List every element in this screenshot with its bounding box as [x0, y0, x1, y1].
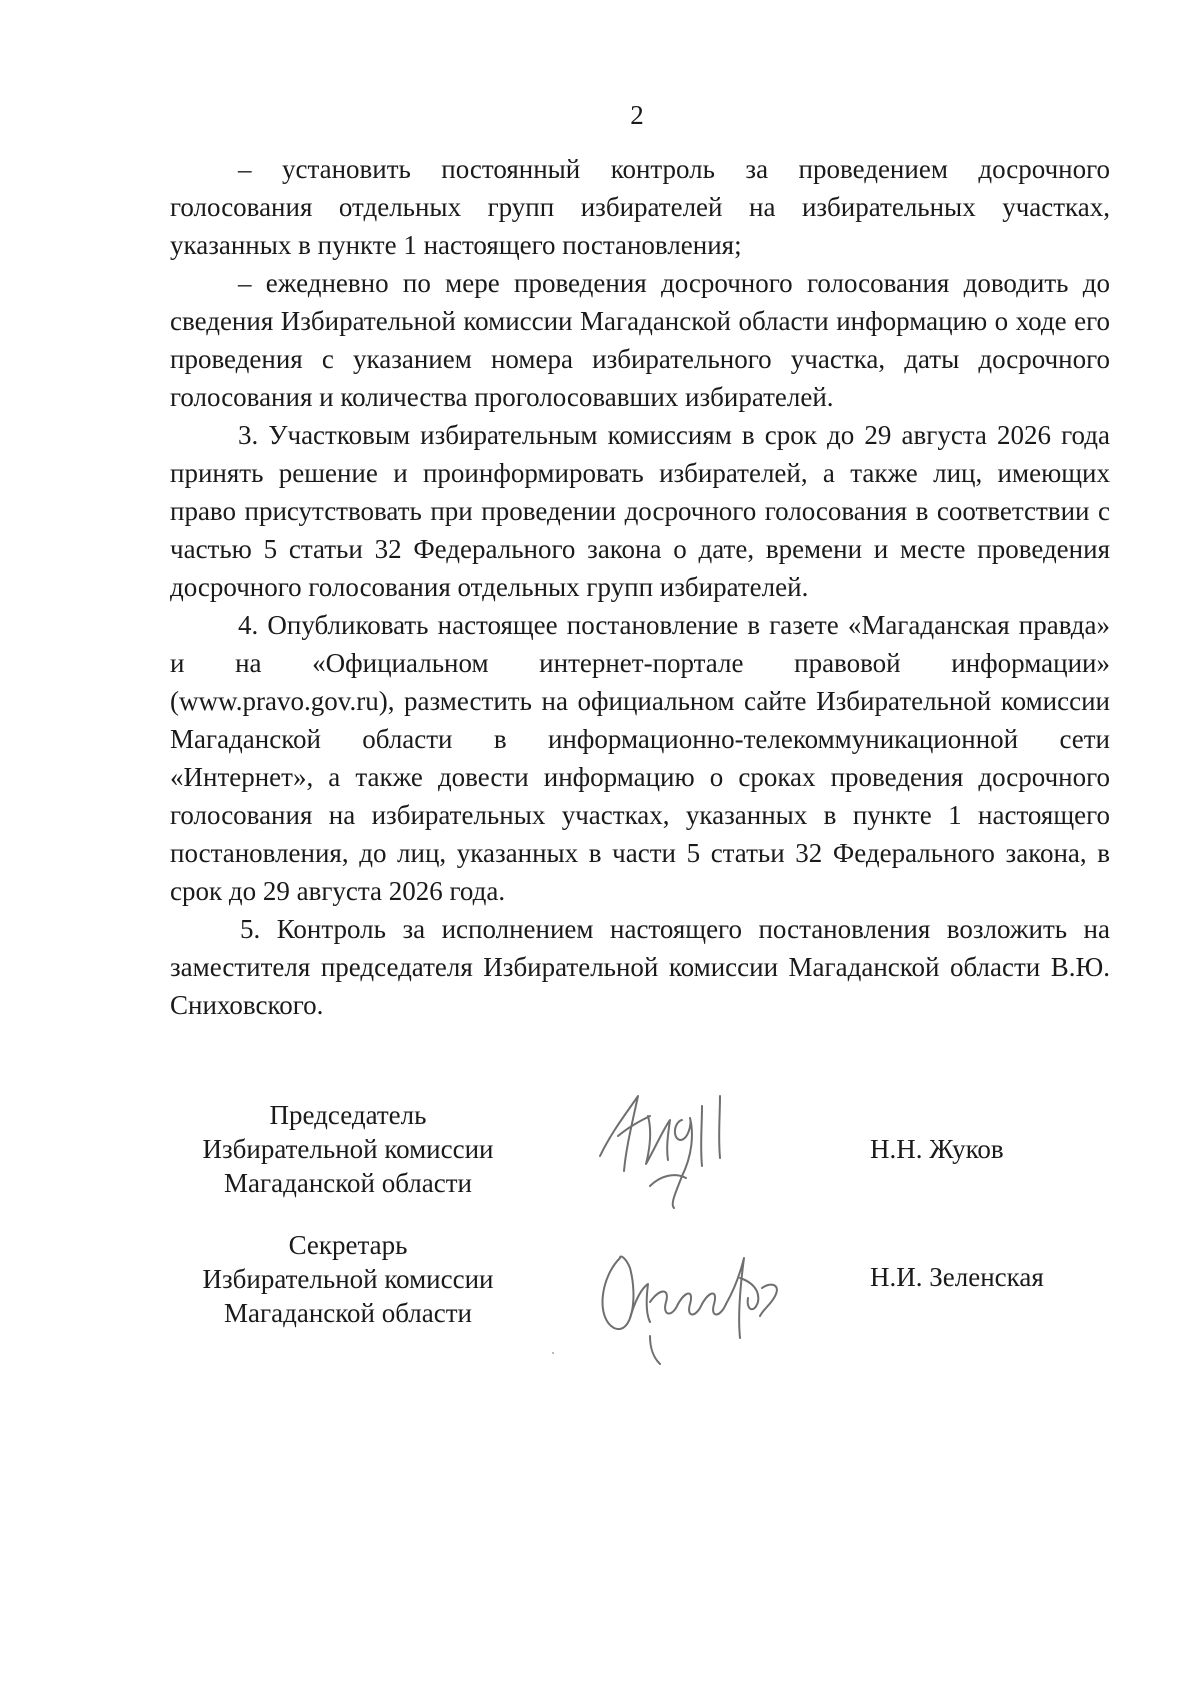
document-body — [170, 150, 1110, 1024]
secretary-title-line: Магаданской области — [224, 1298, 472, 1328]
chairman-name: Н.Н. Жуков — [870, 1134, 1004, 1164]
page-number: 2 — [630, 100, 644, 130]
chairman-title-line: Магаданской области — [224, 1168, 472, 1198]
secretary-title-line: Избирательной комиссии — [202, 1264, 494, 1294]
secretary-name: Н.И. Зеленская — [870, 1262, 1044, 1292]
chairman-title — [178, 1098, 518, 1200]
chairman-signature-icon — [590, 1076, 780, 1226]
secretary-signature-icon — [590, 1218, 810, 1368]
paragraph-item-5: 5. Контроль за исполнением настоящего постановления возложить на заместителя председателя Избирательной комиссии Магаданской области В.Ю. Сниховского. — [170, 914, 1110, 1020]
paragraph-item-3: 3. Участковым избирательным комиссиям в срок до 29 августа 2026 года принять решение и проинформировать избирателей, а также лиц, имеющих право присутствовать при проведении досрочного голосования в соответствии с частью 5 статьи 32 Федерального закона о дате, времени и месте проведения досрочного голосования отдельных групп избирателей. — [170, 420, 1110, 602]
paragraph-item-4: 4. Опубликовать настоящее постановление в газете «Магаданская правда» и на «Официальном интернет-портале правовой информации» (www.pravo.gov.ru), разместить на официальном сайте Избирательной комиссии Магаданской области в информационно-телекоммуникационной сети «Интернет», а также довести информацию о сроках проведения досрочного голосования на избирательных участках, указанных в пункте 1 настоящего постановления, до лиц, указанных в части 5 статьи 32 Федерального закона, в срок до 29 августа 2026 года. — [170, 610, 1110, 906]
paragraph-daily-report: – ежедневно по мере проведения досрочного голосования доводить до сведения Избирательной комиссии Магаданской области информацию о ходе его проведения с указанием номера избирательного участка, даты досрочного голосования и количества проголосовавших избирателей. — [170, 268, 1110, 412]
secretary-title-line: Секретарь — [288, 1230, 408, 1260]
chairman-title-line: Избирательной комиссии — [202, 1134, 494, 1164]
chairman-title-line: Председатель — [269, 1100, 427, 1130]
paragraph-control-measure: – установить постоянный контроль за проведением досрочного голосования отдельных групп избирателей на избирательных участках, указанных в пункте 1 настоящего постановления; — [170, 154, 1110, 260]
secretary-title — [178, 1228, 518, 1330]
scan-speck — [552, 1352, 554, 1354]
